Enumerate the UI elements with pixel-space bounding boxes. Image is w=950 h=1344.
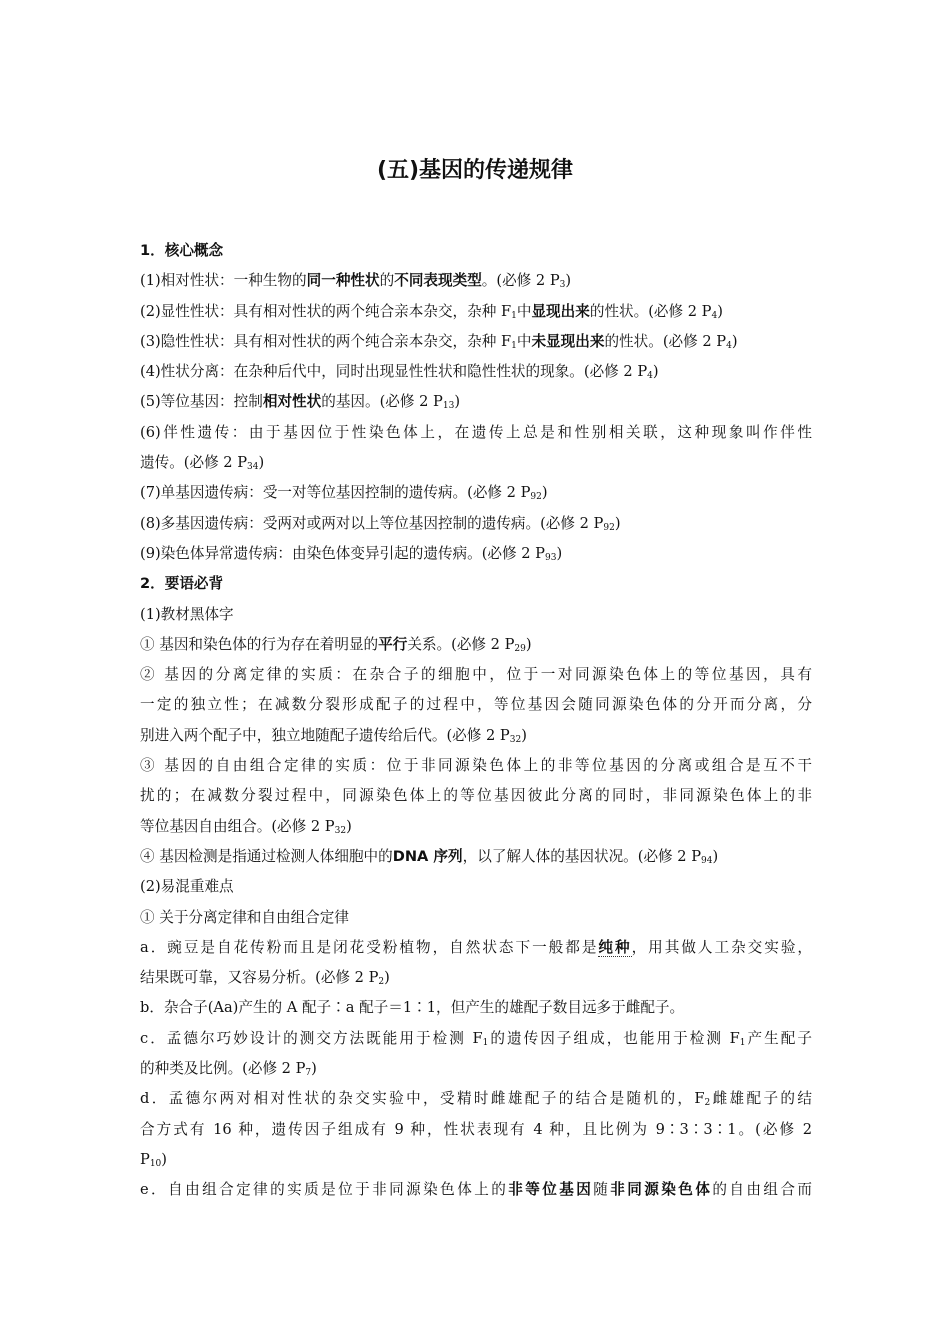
text-line: [140, 903, 812, 933]
text-segment: ): [258, 454, 265, 472]
text-segment: (7)单基因遗传病：受一对等位基因控制的遗传病。(必修 2 P: [140, 484, 531, 502]
text-segment: ): [731, 332, 738, 350]
text-segment: 。(必修 2 P: [481, 272, 560, 290]
text-segment: 中: [516, 302, 532, 320]
text-segment: 中: [516, 332, 532, 350]
bold-text: 显现出来: [531, 302, 590, 320]
subscript: 13: [442, 401, 455, 412]
subscript: 4: [726, 340, 732, 351]
text-segment: 随: [593, 1181, 611, 1199]
text-segment: 的基因。(必修 2 P: [321, 393, 443, 411]
text-line: [140, 418, 812, 448]
text-line: [140, 630, 812, 660]
text-line: [140, 660, 812, 690]
text-line: [140, 872, 812, 902]
subscript: 92: [603, 522, 615, 533]
text-segment: 的: [379, 272, 395, 290]
text-segment: ): [541, 484, 548, 502]
bold-text: 相对性状: [262, 393, 322, 411]
text-line: [140, 963, 812, 993]
page-title: (五)基因的传递规律: [376, 158, 574, 183]
subscript: 1: [511, 310, 517, 321]
bold-text: 未显现出来: [531, 332, 605, 350]
section-heading: [140, 236, 812, 266]
subscript: 29: [514, 643, 526, 654]
text-line: [140, 448, 812, 478]
text-segment: (2)显性性状：具有相对性状的两个纯合亲本杂交，杂种 F: [140, 302, 512, 320]
text-segment: (6)伴性遗传：由于基因位于性染色体上，在遗传上总是和性别相关联，这种现象叫作伴性: [140, 423, 812, 441]
text-line: [140, 690, 812, 720]
subscript: 93: [545, 552, 557, 563]
text-segment: a．豌豆是自花传粉而且是闭花受粉植物，自然状态下一般都是: [140, 938, 599, 956]
text-segment: 雌雄配子的结: [710, 1090, 812, 1108]
bold-text: 1．核心概念: [140, 242, 224, 259]
text-segment: 的自由组合而: [712, 1181, 812, 1199]
text-line: [140, 266, 812, 296]
text-line: [140, 1054, 812, 1084]
text-segment: e．自由组合定律的实质是位于非同源染色体上的: [140, 1181, 509, 1199]
text-segment: ): [652, 363, 659, 381]
text-segment: 的遗传因子组成，也能用于检测 F: [488, 1029, 740, 1047]
subscript: 1: [739, 1037, 746, 1048]
text-segment: (2)易混重难点: [140, 878, 234, 896]
text-line: [140, 357, 812, 387]
subscript: 1: [482, 1037, 489, 1048]
text-line: [140, 1084, 812, 1114]
subscript: 92: [530, 492, 542, 503]
text-segment: ): [161, 1150, 167, 1168]
text-line: [140, 478, 812, 508]
text-line: [140, 812, 812, 842]
text-line: [140, 297, 812, 327]
subscript: 2: [704, 1098, 711, 1109]
text-segment: ): [565, 272, 572, 290]
text-segment: ② 基因的分离定律的实质：在杂合子的细胞中，位于一对同源染色体上的等位基因，具有: [140, 666, 812, 684]
text-segment: P: [140, 1150, 150, 1168]
text-segment: 扰的；在减数分裂过程中，同源染色体上的等位基因彼此分离的同时，非同源染色体上的非: [140, 787, 812, 805]
bold-text: 不同表现类型: [394, 272, 482, 290]
text-line: [140, 539, 812, 569]
section-heading: [140, 569, 812, 599]
text-segment: 的性状。(必修 2 P: [604, 332, 727, 350]
text-segment: (1)教材黑体字: [140, 605, 234, 623]
text-line: [140, 387, 812, 417]
bold-text: 非等位基因: [508, 1181, 594, 1199]
text-segment: 合方式有 16 种，遗传因子组成有 9 种，性状表现有 4 种，且比例为 9∶3∶3∶1。(必修 2: [140, 1120, 812, 1138]
text-segment: ): [712, 847, 719, 865]
text-segment: 结果既可靠，又容易分析。(必修 2 P: [140, 969, 379, 987]
subscript: 1: [511, 340, 517, 351]
text-line: [140, 721, 812, 751]
bold-text: 非同源染色体: [610, 1181, 713, 1199]
document-body: [140, 236, 812, 1206]
text-line: [140, 509, 812, 539]
text-segment: 等位基因自由组合。(必修 2 P: [140, 817, 335, 835]
text-segment: ): [614, 514, 621, 532]
text-line: [140, 1145, 812, 1175]
text-segment: ④ 基因检测是指通过检测人体细胞中的: [140, 847, 393, 865]
text-segment: d．孟德尔两对相对性状的杂交实验中，受精时雌雄配子的结合是随机的，F: [140, 1090, 705, 1108]
text-segment: (8)多基因遗传病：受两对或两对以上等位基因控制的遗传病。(必修 2 P: [140, 514, 604, 532]
subscript: 3: [559, 280, 566, 291]
text-segment: ，以了解人体的基因状况。(必修 2 P: [462, 847, 702, 865]
subscript: 34: [247, 462, 259, 473]
text-line: [140, 1024, 812, 1054]
text-segment: (9)染色体异常遗传病：由染色体变异引起的遗传病。(必修 2 P: [140, 544, 546, 562]
text-segment: ): [521, 726, 527, 744]
text-segment: ③ 基因的自由组合定律的实质：位于非同源染色体上的非等位基因的分离或组合是互不干: [140, 757, 812, 775]
text-line: [140, 781, 812, 811]
text-line: [140, 1115, 812, 1145]
text-segment: ① 关于分离定律和自由组合定律: [140, 908, 349, 926]
text-segment: b．杂合子(Aa)产生的 A 配子∶a 配子＝1∶1，但产生的雄配子数目远多于雌配子。: [140, 999, 685, 1017]
text-line: [140, 600, 812, 630]
subscript: 10: [149, 1158, 162, 1169]
text-segment: ): [384, 969, 390, 987]
subscript: 4: [647, 371, 653, 382]
text-segment: (5)等位基因：控制: [140, 393, 263, 411]
bold-text: 同一种性状: [306, 272, 380, 290]
bold-text: 纯种: [598, 938, 632, 956]
bold-text: DNA 序列: [392, 847, 463, 865]
text-segment: 的性状。(必修 2 P: [589, 302, 712, 320]
subscript: 32: [509, 734, 522, 745]
subscript: 7: [305, 1068, 312, 1079]
text-segment: (1)相对性状：一种生物的: [140, 272, 307, 290]
subscript: 94: [701, 855, 713, 866]
text-segment: (4)性状分离：在杂种后代中，同时出现显性性状和隐性性状的现象。(必修 2 P: [140, 363, 648, 381]
text-segment: 遗传。(必修 2 P: [140, 454, 248, 472]
text-segment: ): [346, 817, 352, 835]
text-segment: 产生配子: [745, 1029, 812, 1047]
text-segment: ，用其做人工杂交实验，: [631, 938, 812, 956]
text-line: [140, 327, 812, 357]
text-segment: ): [454, 393, 461, 411]
subscript: 2: [378, 977, 385, 988]
text-segment: c．孟德尔巧妙设计的测交方法既能用于检测 F: [140, 1029, 483, 1047]
text-segment: ): [525, 635, 532, 653]
text-segment: 的种类及比例。(必修 2 P: [140, 1060, 306, 1078]
text-segment: ): [556, 544, 563, 562]
text-line: [140, 751, 812, 781]
text-segment: 关系。(必修 2 P: [407, 635, 515, 653]
text-segment: ① 基因和染色体的行为存在着明显的: [140, 635, 379, 653]
text-segment: 别进入两个配子中，独立地随配子遗传给后代。(必修 2 P: [140, 726, 510, 744]
text-segment: ): [311, 1060, 317, 1078]
bold-text: 平行: [378, 635, 408, 653]
text-line: [140, 842, 812, 872]
text-segment: (3)隐性性状：具有相对性状的两个纯合亲本杂交，杂种 F: [140, 332, 512, 350]
text-segment: 一定的独立性；在减数分裂形成配子的过程中，等位基因会随同源染色体的分开而分离，分: [140, 696, 812, 714]
bold-text: 2．要语必背: [140, 575, 224, 593]
text-line: [140, 993, 812, 1023]
subscript: 32: [334, 825, 347, 836]
subscript: 4: [711, 310, 718, 321]
text-line: [140, 1175, 812, 1205]
text-line: [140, 933, 812, 963]
text-segment: ): [717, 302, 723, 320]
